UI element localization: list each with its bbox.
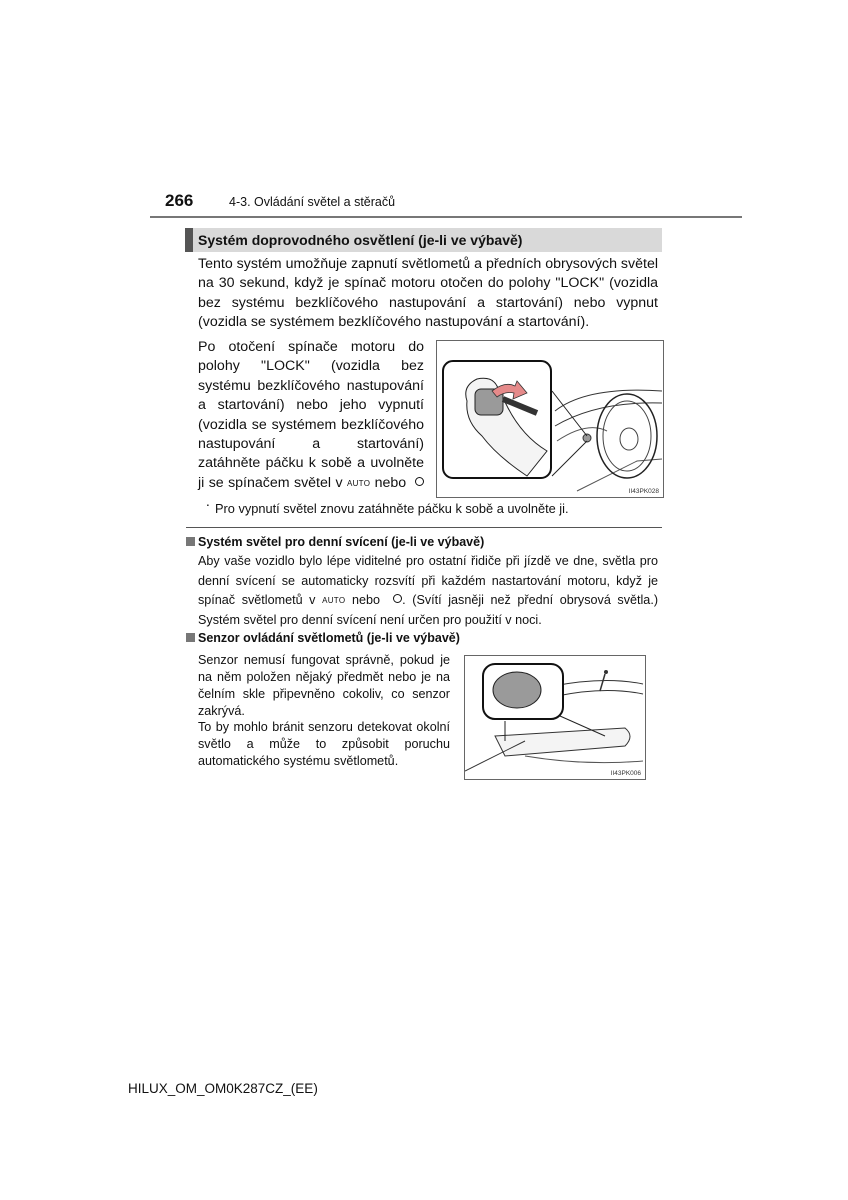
- bullet-square-icon: [186, 537, 195, 546]
- drl-paragraph: [198, 552, 658, 630]
- nebo-text: nebo: [351, 593, 380, 607]
- header-divider: [150, 216, 742, 218]
- drl-heading: [186, 535, 484, 549]
- period-text: .: [205, 494, 210, 511]
- drl-text-a: Aby vaše vozidlo bylo lépe viditelné pro ostatní řidiče při jízdě ve dne, světla pro denní svícení se automaticky rozsvítí při každém nastartování motoru, když je spínač světlometů v: [198, 554, 658, 607]
- figure-code: II43PK006: [610, 770, 641, 777]
- sensor-heading-text: Senzor ovládání světlometů (je-li ve výbavě): [198, 631, 460, 645]
- bullet-square-icon: [186, 633, 195, 642]
- document-code: HILUX_OM_OM0K287CZ_(EE): [128, 1081, 318, 1096]
- auto-light-icon: AUTO: [322, 596, 346, 605]
- light-sensor-illustration: [464, 655, 646, 780]
- small-light-icon: [415, 477, 424, 486]
- light-lever-illustration: [436, 340, 664, 498]
- sensor-heading: [186, 631, 460, 645]
- intro-paragraph: Tento systém umožňuje zapnutí světlometů a předních obrysových světel na 30 sekund, když je spínač motoru otočen do polohy "LOCK" (vozidla bez systému bezklíčového nastupování a startování) nebo vypnut (vozidla se systémem bezklíčového nastupování a startování).: [198, 256, 658, 331]
- instruction-paragraph: [198, 338, 424, 513]
- sensor-paragraph-1: Senzor nemusí fungovat správně, pokud je na něm položen nějaký předmět nebo je na čelním skle připevněno cokoliv, co senzor zakrývá.: [198, 653, 450, 718]
- sensor-figure-svg: [465, 656, 645, 779]
- nebo-text: nebo: [374, 474, 407, 491]
- auto-light-icon: AUTO: [346, 478, 371, 488]
- section-title: 4-3. Ovládání světel a stěračů: [229, 195, 396, 209]
- instruction-text: Po otočení spínače motoru do polohy "LOCK" (vozidla bez systému bezklíčového nastupování a startování) nebo jeho vypnutí (vozidla se systémem bezklíčového nastupování a startování) zatáhněte páčku k sobě a uvolněte ji se spínačem světel v: [198, 339, 424, 491]
- main-heading-bar: [185, 228, 662, 252]
- page-number: 266: [165, 191, 194, 210]
- note-text: Pro vypnutí světel znovu zatáhněte páčku k sobě a uvolněte ji.: [215, 501, 569, 516]
- section-divider: [186, 527, 662, 528]
- sensor-paragraph-2: To by mohlo bránit senzoru detekovat okolní světlo a může to způsobit poruchu automatického systému světlometů.: [198, 720, 450, 768]
- main-heading: Systém doprovodného osvětlení (je-li ve výbavě): [198, 232, 523, 248]
- drl-text-b: . (Svítí jasněji než přední obrysová světla.) Systém světel pro denní svícení není určen pro použití v noci.: [198, 593, 659, 627]
- drl-heading-text: Systém světel pro denní svícení (je-li ve výbavě): [198, 535, 485, 549]
- lever-figure-svg: [437, 341, 663, 497]
- small-light-icon: [393, 594, 402, 603]
- figure-code: II43PK028: [628, 488, 659, 495]
- heading-marker: [185, 228, 193, 252]
